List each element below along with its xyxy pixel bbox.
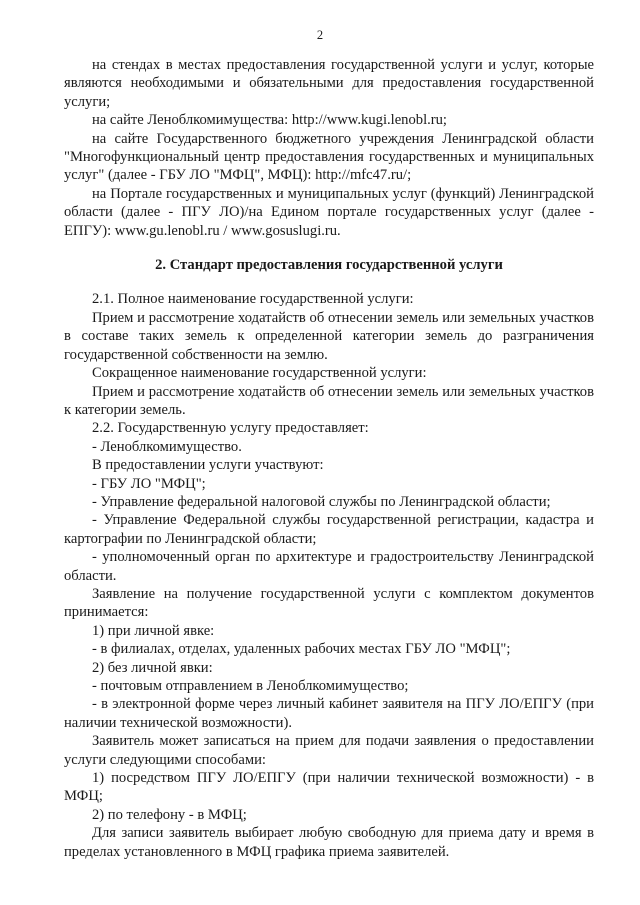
paragraph-application: Заявление на получение государственной услуги с комплектом документов принимается: [64, 585, 594, 621]
paragraph-short-name-label: Сокращенное наименование государственной услуги: [92, 365, 427, 382]
list-item-electronic: - в электронной форме через личный кабинет заявителя на ПГУ ЛО/ЕПГУ (при наличии технической возможности). [64, 696, 594, 731]
list-item-phone-appointment: 2) по телефону - в МФЦ; [92, 806, 247, 823]
paragraph-short-name: Прием и рассмотрение ходатайств об отнесении земель или земельных участков к категории земель. [64, 383, 594, 418]
list-item-portal-appointment: 1) посредством ПГУ ЛО/ЕПГУ (при наличии технической возможности) - в МФЦ; [64, 770, 594, 805]
list-item-architecture: - уполномоченный орган по архитектуре и градостроительству Ленинградской области. [64, 549, 594, 584]
list-item-rosreestr: - Управление Федеральной службы государственной регистрации, кадастра и картографии по Ленинградской области; [64, 512, 594, 547]
paragraph-mfc-site: на сайте Государственного бюджетного учреждения Ленинградской области "Многофункциональный центр предоставления государственных и муниципальных услуг" (далее - ГБУ ЛО "МФЦ", МФЦ): http://mfc47.ru/; [64, 130, 594, 184]
paragraph-portal: на Портале государственных и муниципальных услуг (функций) Ленинградской области (далее - ПГУ ЛО)/на Едином портале государственных услуг (далее - ЕПГУ): www.gu.lenobl.ru / www.gosuslugi.ru. [64, 185, 594, 239]
paragraph-schedule: Для записи заявитель выбирает любую свободную для приема дату и время в пределах установленного в МФЦ графика приема заявителей. [64, 825, 594, 860]
list-item-mfc: - ГБУ ЛО "МФЦ"; [92, 475, 206, 492]
list-item-remote: 2) без личной явки: [92, 659, 213, 676]
list-item-lenoblkom: - Леноблкомимущество. [92, 438, 242, 455]
paragraph-2-1: 2.1. Полное наименование государственной услуги: [92, 291, 414, 308]
list-item-post: - почтовым отправлением в Леноблкомимущество; [92, 678, 409, 694]
paragraph-stands: на стендах в местах предоставления государственной услуги и услуг, которые являются необходимыми и обязательными для предоставления государственной услуги; [64, 57, 594, 110]
document-body [64, 56, 594, 861]
list-item-in-person: 1) при личной явке: [92, 622, 215, 639]
paragraph-kugi-site: на сайте Леноблкомимущества: http://www.kugi.lenobl.ru; [92, 112, 447, 129]
paragraph-participants: В предоставлении услуги участвуют: [92, 457, 324, 474]
list-item-tax-service: - Управление федеральной налоговой службы по Ленинградской области; [92, 493, 551, 510]
page-number: 2 [316, 28, 324, 42]
paragraph-full-name: Прием и рассмотрение ходатайств об отнесении земель или земельных участков в составе таких земель к определенной категории земель до разграничения государственной собственности на землю. [64, 309, 594, 363]
list-item-mfc-branches: - в филиалах, отделах, удаленных рабочих местах ГБУ ЛО "МФЦ"; [92, 641, 511, 658]
paragraph-appointment: Заявитель может записаться на прием для подачи заявления о предоставлении услуги следующими способами: [64, 733, 594, 768]
paragraph-2-2: 2.2. Государственную услугу предоставляет: [92, 420, 369, 437]
section-title: 2. Стандарт предоставления государственной услуги [155, 257, 503, 274]
